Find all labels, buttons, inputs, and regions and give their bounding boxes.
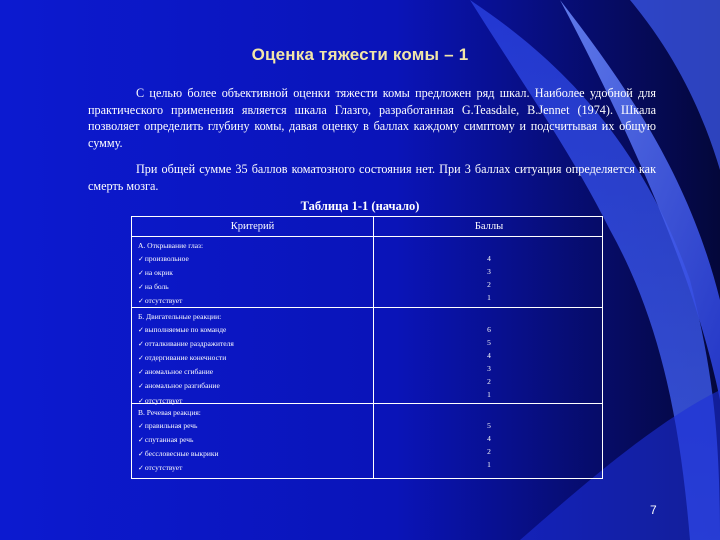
criterion-item: ✓ отталкивание раздражителя bbox=[138, 337, 234, 351]
criterion-item: ✓ отсутствует bbox=[138, 461, 219, 475]
point-value: 4 bbox=[487, 434, 491, 444]
point-value: 5 bbox=[487, 421, 491, 430]
section-heading: А. Открывание глаз: bbox=[138, 241, 204, 250]
criterion-item: ✓ на боль bbox=[138, 280, 203, 294]
section-motor-response-values bbox=[374, 323, 604, 402]
criterion-item: ✓ выполняемые по команде bbox=[138, 323, 234, 337]
point-value: 5 bbox=[487, 338, 491, 348]
point-value: 4 bbox=[487, 351, 491, 361]
criterion-item: ✓ на окрик bbox=[138, 266, 203, 280]
criterion-item: ✓ правильная речь bbox=[138, 419, 219, 433]
criterion-item: ✓ аномальное разгибание bbox=[138, 379, 234, 393]
point-value: 1 bbox=[487, 293, 491, 303]
criterion-item: ✓ отдергивание конечности bbox=[138, 351, 234, 365]
point-value: 2 bbox=[487, 280, 491, 290]
glasgow-table bbox=[131, 216, 603, 479]
slide-number: 7 bbox=[650, 503, 657, 517]
intro-paragraph: С целью более объективной оценки тяжести комы предложен ряд шкал. Наиболее удобной для практического применения является шкала Глазго, разработанная G.Teasdale, B.Jennet (1974). Шкала позволяет определить глубину комы, давая оценку в баллах каждому симптому и подсчитывая их общую сумму. bbox=[88, 86, 656, 150]
point-value: 2 bbox=[487, 447, 491, 457]
criterion-item: ✓ произвольное bbox=[138, 252, 203, 266]
point-value: 4 bbox=[487, 254, 491, 263]
point-value: 3 bbox=[487, 267, 491, 277]
section-motor-response bbox=[138, 310, 234, 408]
point-value: 3 bbox=[487, 364, 491, 374]
slide-title: Оценка тяжести комы – 1 bbox=[251, 45, 469, 64]
point-value: 1 bbox=[487, 390, 491, 400]
section-heading: В. Речевая реакция: bbox=[138, 408, 201, 417]
column-header-criterion: Критерий bbox=[230, 221, 275, 232]
criterion-item: ✓ бессловесные выкрики bbox=[138, 447, 219, 461]
section-verbal-response-values bbox=[374, 419, 604, 471]
point-value: 2 bbox=[487, 377, 491, 387]
criterion-item: ✓ спутанная речь bbox=[138, 433, 219, 447]
section-eye-opening bbox=[138, 239, 203, 308]
column-header-points: Баллы bbox=[474, 221, 504, 232]
section-eye-opening-values bbox=[374, 252, 604, 304]
table-title: Таблица 1-1 (начало) bbox=[300, 199, 420, 213]
point-value: 1 bbox=[487, 460, 491, 470]
criterion-item: ✓ отсутствует bbox=[138, 294, 203, 308]
criterion-item: ✓ аномальное сгибание bbox=[138, 365, 234, 379]
criterion-item: ✓ отсутствует bbox=[138, 394, 234, 408]
score-paragraph: При общей сумме 35 баллов коматозного состояния нет. При 3 баллах ситуация определяется как смерть мозга. bbox=[88, 162, 656, 193]
table-header-divider bbox=[132, 236, 602, 237]
section-heading: Б. Двигательные реакции: bbox=[138, 312, 222, 321]
point-value: 6 bbox=[487, 325, 491, 334]
section-verbal-response bbox=[138, 406, 219, 475]
